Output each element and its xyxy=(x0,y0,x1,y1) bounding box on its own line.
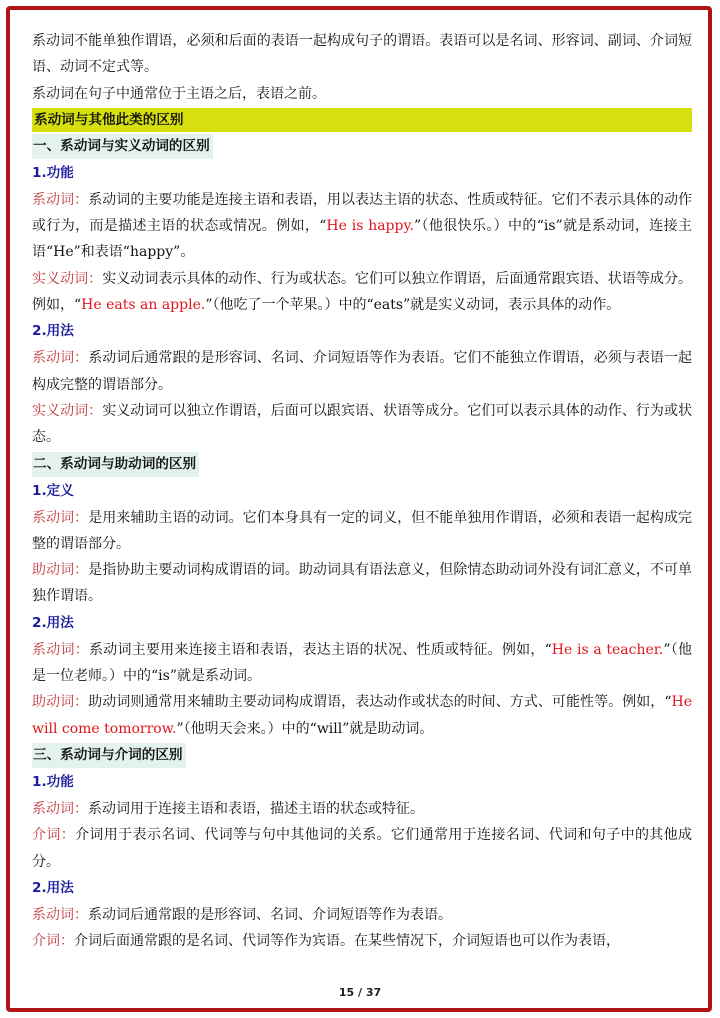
main-heading: 系动词与其他此类的区别 xyxy=(32,108,692,132)
section-2-sub-definition: 1.定义 xyxy=(32,482,74,499)
intro-paragraph: 系动词不能单独作谓语，必须和后面的表语一起构成句子的谓语。表语可以是名词、形容词、副词、介词短语、动词不定式等。 xyxy=(32,33,692,76)
section-2-title: 二、系动词与助动词的区别 xyxy=(32,452,199,477)
example-sentence: He eats an apple. xyxy=(81,297,206,314)
term-label: 系动词： xyxy=(32,191,89,208)
example-sentence: He will come tomorrow. xyxy=(32,694,693,737)
intro-paragraph-2: 系动词在句子中通常位于主语之后，表语之前。 xyxy=(32,85,326,102)
para-text: ”（他明天会来。）中的“will”就是助动词。 xyxy=(176,720,434,737)
section-2-sub-usage: 2.用法 xyxy=(32,614,74,631)
term-label: 系动词： xyxy=(32,906,88,923)
example-sentence: He is happy. xyxy=(326,218,414,235)
term-label: 系动词： xyxy=(32,509,89,526)
term-label: 系动词： xyxy=(32,800,88,817)
para-text: 是指协助主要动词构成谓语的词。助动词具有语法意义，但除情态助动词外没有词汇意义，不可单独作谓语。 xyxy=(32,562,693,605)
para-text: 实义动词表示具体的动作、行为或状态。它们可以独立作谓语，后面通常跟宾语、状语等成分。例如，“ xyxy=(32,270,692,314)
term-label: 助动词： xyxy=(32,694,89,711)
section-1-para-action-verb xyxy=(32,266,692,319)
section-3-sub-function: 1.功能 xyxy=(32,773,74,790)
term-label: 介词： xyxy=(32,827,76,844)
section-1-title: 一、系动词与实义动词的区别 xyxy=(32,134,213,159)
section-1-para-usage-action xyxy=(32,398,692,451)
para-text: ”（他是一位老师。）中的“is”就是系动词。 xyxy=(32,641,693,685)
term-label: 实义动词： xyxy=(32,402,103,419)
page-number: 15 / 37 xyxy=(338,986,382,999)
para-text: 系动词主要用来连接主语和表语，表达主语的状况、性质或特征。例如，“ xyxy=(88,641,552,658)
para-text: 系动词的主要功能是连接主语和表语，用以表达主语的状态、性质或特征。它们不表示具体的动作或行为，而是描述主语的状态或情况。例如，“ xyxy=(32,191,693,235)
section-2-para-linking-def xyxy=(32,505,692,558)
section-2-para-auxiliary-usage xyxy=(32,689,692,742)
section-3-sub-usage: 2.用法 xyxy=(32,879,74,896)
para-text: 介词用于表示名词、代词等与句中其他词的关系。它们通常用于连接名词、代词和句子中的其他成分。 xyxy=(32,827,693,870)
section-3-para-preposition-usage xyxy=(32,928,692,954)
para-text: ”（他吃了一个苹果。）中的“eats”就是实义动词，表示具体的动作。 xyxy=(205,297,621,314)
section-3-para-linking-function xyxy=(32,796,692,822)
para-text: 介词后面通常跟的是名词、代词等作为宾语。在某些情况下，介词短语也可以作为表语， xyxy=(74,933,620,950)
para-text: ”（他很快乐。）中的“is”就是系动词，连接主语“He”和表语“happy”。 xyxy=(32,218,693,261)
section-1-sub-usage: 2.用法 xyxy=(32,323,74,340)
section-1-para-usage-linking xyxy=(32,345,692,398)
term-label: 实义动词： xyxy=(32,270,103,287)
example-sentence: He is a teacher. xyxy=(551,641,664,658)
section-2-para-linking-usage xyxy=(32,637,692,690)
section-1-para-linking-verb xyxy=(32,187,692,266)
para-text: 系动词后通常跟的是形容词、名词、介词短语等作为表语。 xyxy=(88,906,452,923)
section-2-para-auxiliary-def xyxy=(32,557,692,610)
section-3-para-preposition-function xyxy=(32,822,692,875)
section-3-title: 三、系动词与介词的区别 xyxy=(32,743,186,768)
para-text: 系动词后通常跟的是形容词、名词、介词短语等作为表语。它们不能独立作谓语，必须与表语一起构成完整的谓语部分。 xyxy=(32,350,693,393)
section-1-sub-function: 1.功能 xyxy=(32,164,74,181)
para-text: 系动词用于连接主语和表语，描述主语的状态或特征。 xyxy=(88,800,424,817)
section-3-para-linking-usage xyxy=(32,902,692,928)
term-label: 助动词： xyxy=(32,562,89,579)
term-label: 系动词： xyxy=(32,641,89,658)
term-label: 系动词： xyxy=(32,350,89,367)
para-text: 是用来辅助主语的动词。它们本身具有一定的词义，但不能单独用作谓语，必须和表语一起构成完整的谓语部分。 xyxy=(32,509,693,552)
para-text: 助动词则通常用来辅助主要动词构成谓语，表达动作或状态的时间、方式、可能性等。例如，“ xyxy=(88,694,672,711)
para-text: 实义动词可以独立作谓语，后面可以跟宾语、状语等成分。它们可以表示具体的动作、行为或状态。 xyxy=(32,402,692,446)
term-label: 介词： xyxy=(32,933,74,950)
document-body xyxy=(32,28,692,954)
